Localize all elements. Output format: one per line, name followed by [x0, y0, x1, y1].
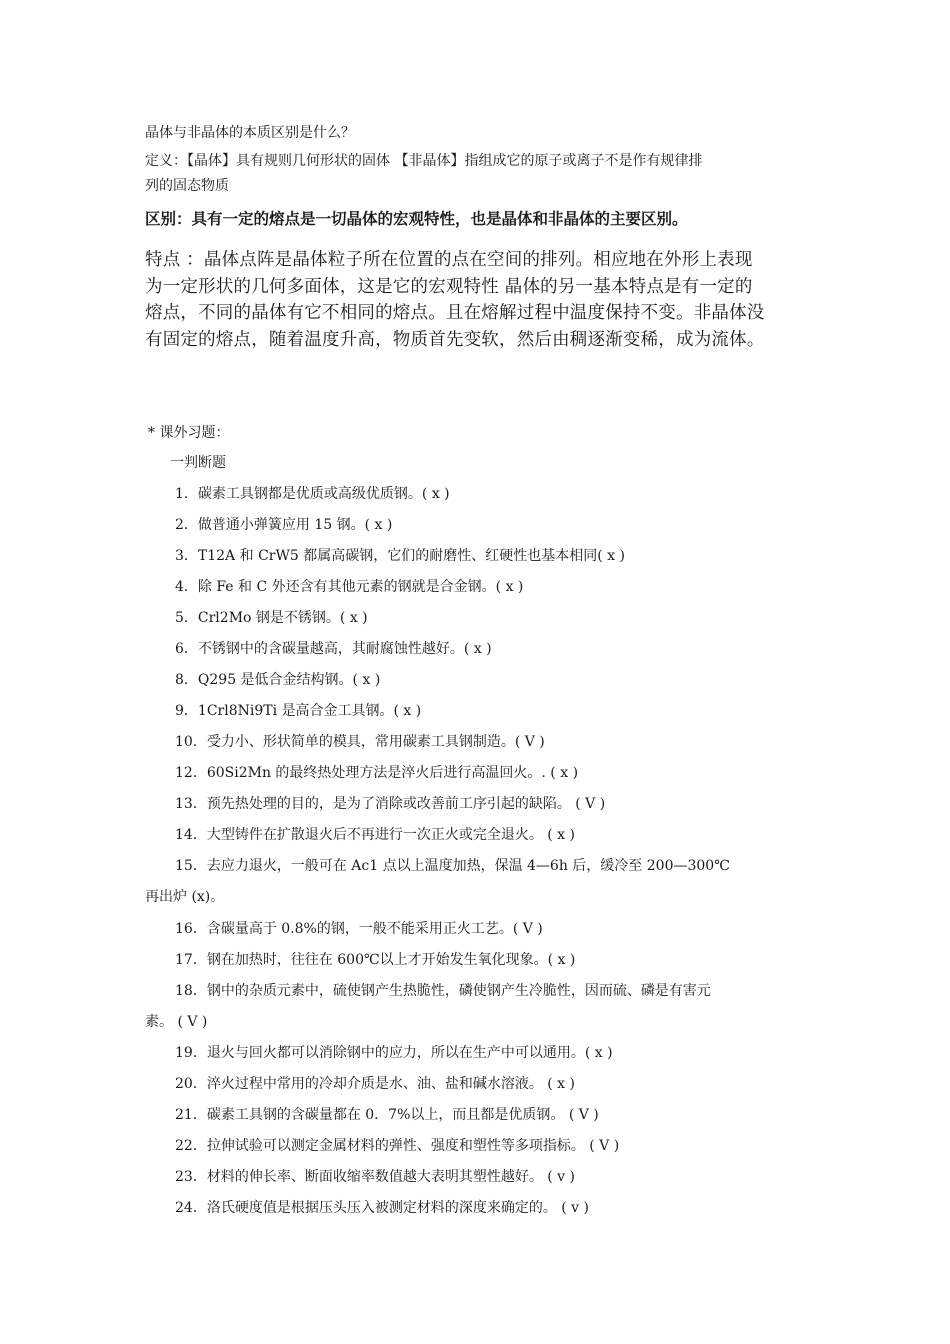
question-item: 2．做普通小弹簧应用 15 钢。( x ): [175, 517, 393, 533]
features-line-3: 熔点，不同的晶体有它不相同的熔点。且在熔解过程中温度保持不变。非晶体没: [145, 303, 765, 323]
question-item: 6．不锈钢中的含碳量越高，其耐腐蚀性越好。( x ): [175, 641, 492, 657]
question-item: 10．受力小、形状简单的模具，常用碳素工具钢制造。( V ): [175, 734, 545, 750]
question-item: 4．除 Fe 和 C 外还含有其他元素的钢就是合金钢。( x ): [175, 579, 524, 595]
question-item: 20．淬火过程中常用的冷却介质是水、油、盐和碱水溶液。 ( x ): [175, 1076, 575, 1092]
question-item: 5．Crl2Mo 钢是不锈钢。( x ): [175, 610, 368, 626]
features-line-4: 有固定的熔点，随着温度升高，物质首先变软，然后由稠逐渐变稀，成为流体。: [145, 330, 765, 350]
definition-line-2: 列的固态物质: [145, 178, 229, 194]
exercises-header: * 课外习题：: [148, 425, 230, 441]
definition-line-1: 定义：【晶体】具有规则几何形状的固体 【非晶体】指组成它的原子或离子不是作有规律排: [145, 153, 703, 169]
question-item-continuation: 再出炉 (x)。: [145, 889, 225, 905]
question-item: 8．Q295 是低合金结构钢。( x ): [175, 672, 381, 688]
question-line: 晶体与非晶体的本质区别是什么？: [145, 125, 355, 141]
question-item: 23．材料的伸长率、断面收缩率数值越大表明其塑性越好。 ( v ): [175, 1169, 575, 1185]
features-line-1: 特点 ：晶体点阵是晶体粒子所在位置的点在空间的排列。相应地在外形上表现: [145, 250, 753, 270]
difference-line: 区别：具有一定的熔点是一切晶体的宏观特性，也是晶体和非晶体的主要区别。: [145, 210, 688, 228]
question-item: 14．大型铸件在扩散退火后不再进行一次正火或完全退火。 ( x ): [175, 827, 575, 843]
question-item: 12．60Si2Mn 的最终热处理方法是淬火后进行高温回火。. ( x ): [175, 765, 579, 781]
question-item: 3．T12A 和 CrW5 都属高碳钢，它们的耐磨性、红硬性也基本相同( x ): [175, 548, 625, 564]
question-item: 15．去应力退火，一般可在 Ac1 点以上温度加热，保温 4—6h 后，缓冷至 200—300℃: [175, 858, 730, 874]
section-title: 一判断题: [170, 455, 226, 471]
question-item: 17．钢在加热时，往往在 600℃以上才开始发生氧化现象。( x ): [175, 952, 576, 968]
question-item: 1．碳素工具钢都是优质或高级优质钢。( x ): [175, 486, 450, 502]
question-item: 16．含碳量高于 0.8%的钢，一般不能采用正火工艺。( V ): [175, 921, 543, 937]
features-line-2: 为一定形状的几何多面体，这是它的宏观特性 晶体的另一基本特点是有一定的: [145, 277, 753, 297]
question-item: 24．洛氏硬度值是根据压头压入被测定材料的深度来确定的。 ( v ): [175, 1200, 589, 1216]
question-item: 21．碳素工具钢的含碳量都在 0．7%以上，而且都是优质钢。 ( V ): [175, 1107, 599, 1123]
question-item: 9．1Crl8Ni9Ti 是高合金工具钢。( x ): [175, 703, 422, 719]
question-item: 18．钢中的杂质元素中，硫使钢产生热脆性，磷使钢产生冷脆性，因而硫、磷是有害元: [175, 983, 711, 999]
question-item: 13．预先热处理的目的，是为了消除或改善前工序引起的缺陷。 ( V ): [175, 796, 606, 812]
question-item: 19．退火与回火都可以消除钢中的应力，所以在生产中可以通用。( x ): [175, 1045, 613, 1061]
question-item: 22．拉伸试验可以测定金属材料的弹性、强度和塑性等多项指标。 ( V ): [175, 1138, 620, 1154]
question-item-continuation: 素。 ( V ): [145, 1014, 208, 1030]
